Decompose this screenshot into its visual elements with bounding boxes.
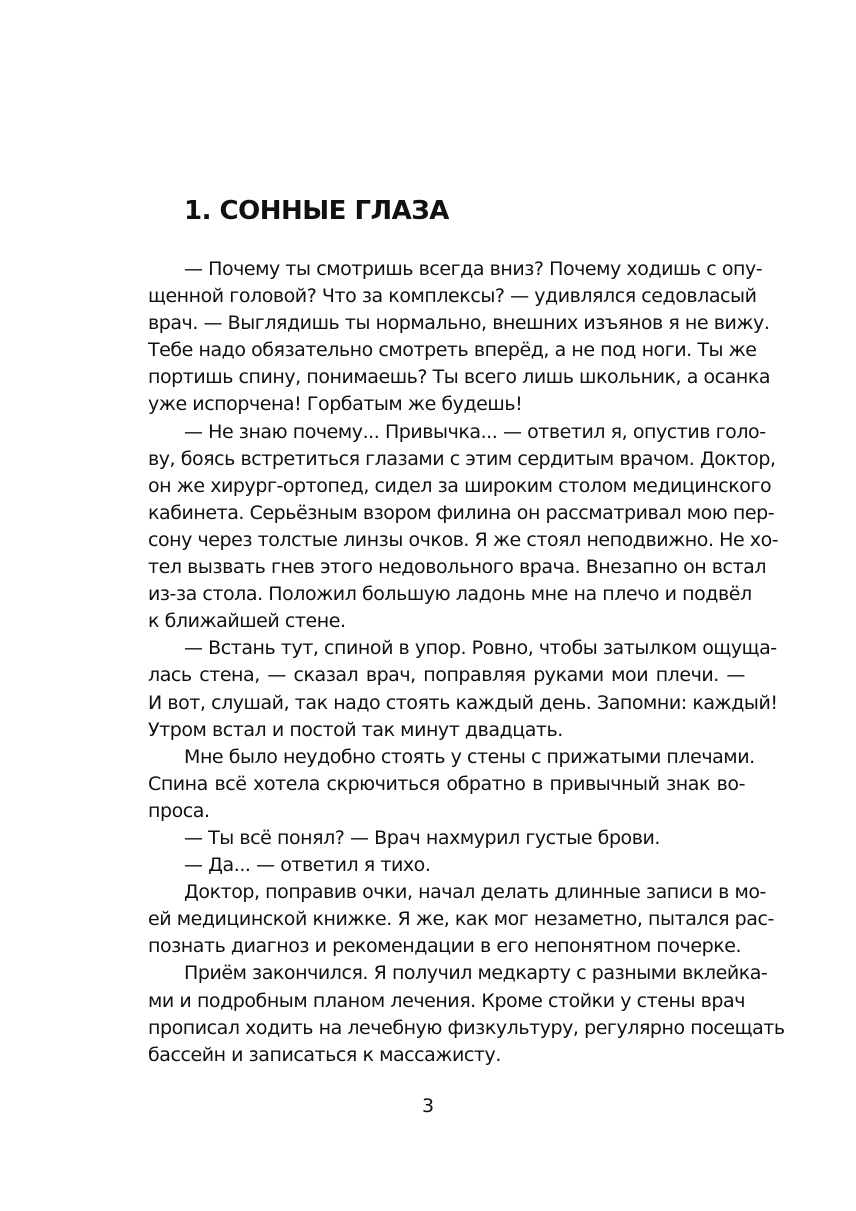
text-line: — Почему ты смотришь всегда вниз? Почему ходишь с опу- <box>184 258 763 280</box>
text-line: уже испорчена! Горбатым же будешь! <box>148 393 523 416</box>
text-line: ей медицинской книжке. Я же, как мог незаметно, пытался рас- <box>148 908 774 931</box>
text-line: ми и подробным планом лечения. Кроме стойки у стены врач <box>148 989 745 1012</box>
text-line: ву, боясь встретиться глазами с этим сердитым врачом. Доктор, <box>148 447 776 470</box>
text-line: И вот, слушай, так надо стоять каждый день. Запомни: каждый! <box>148 691 778 714</box>
page-number: 3 <box>421 1095 435 1117</box>
text-line: Спина всё хотела скрючиться обратно в привычный знак во- <box>148 772 745 795</box>
body-text <box>148 256 785 1069</box>
text-line: прописал ходить на лечебную физкультуру, регулярно посещать <box>148 1016 785 1039</box>
text-line: тел вызвать гнев этого недовольного врача. Внезапно он встал <box>148 556 767 579</box>
text-line: бассейн и записаться к массажисту. <box>148 1043 501 1066</box>
text-line: из-за стола. Положил большую ладонь мне на плечо и подвёл <box>148 583 752 606</box>
text-line: врач. — Выглядишь ты нормально, внешних изъянов я не вижу. <box>148 312 770 335</box>
text-line: к ближайшей стене. <box>148 610 346 633</box>
text-line: познать диагноз и рекомендации в его непонятном почерке. <box>148 935 742 958</box>
text-line: — Ты всё понял? — Врач нахмурил густые брови. <box>184 826 660 849</box>
text-line: — Не знаю почему... Привычка... — ответил я, опустив голо- <box>184 420 766 443</box>
chapter-title: 1. СОННЫЕ ГЛАЗА <box>184 196 449 226</box>
text-line: щенной головой? Что за комплексы? — удивлялся седовласый <box>148 285 757 308</box>
text-line: Утром встал и постой так минут двадцать. <box>148 718 563 741</box>
text-line: Приём закончился. Я получил медкарту с разными вклейка- <box>184 962 768 985</box>
text-line: — Встань тут, спиной в упор. Ровно, чтобы затылком ощуща- <box>184 637 777 660</box>
text-line: Доктор, поправив очки, начал делать длинные записи в мо- <box>184 881 766 904</box>
text-line: кабинета. Серьёзным взором филина он рассматривал мою пер- <box>148 501 775 524</box>
text-line: лась стена, — сказал врач, поправляя руками мои плечи. — <box>148 664 745 687</box>
text-line: Мне было неудобно стоять у стены с прижатыми плечами. <box>184 745 755 768</box>
text-line: — Да... — ответил я тихо. <box>184 854 431 877</box>
text-line: сону через толстые линзы очков. Я же стоял неподвижно. Не хо- <box>148 528 779 551</box>
text-line: он же хирург-ортопед, сидел за широким столом медицинского <box>148 474 772 497</box>
text-line: Тебе надо обязательно смотреть вперёд, а не под ноги. Ты же <box>148 339 757 362</box>
text-line: проса. <box>148 799 210 822</box>
text-line: портишь спину, понимаешь? Ты всего лишь школьник, а осанка <box>148 366 771 389</box>
